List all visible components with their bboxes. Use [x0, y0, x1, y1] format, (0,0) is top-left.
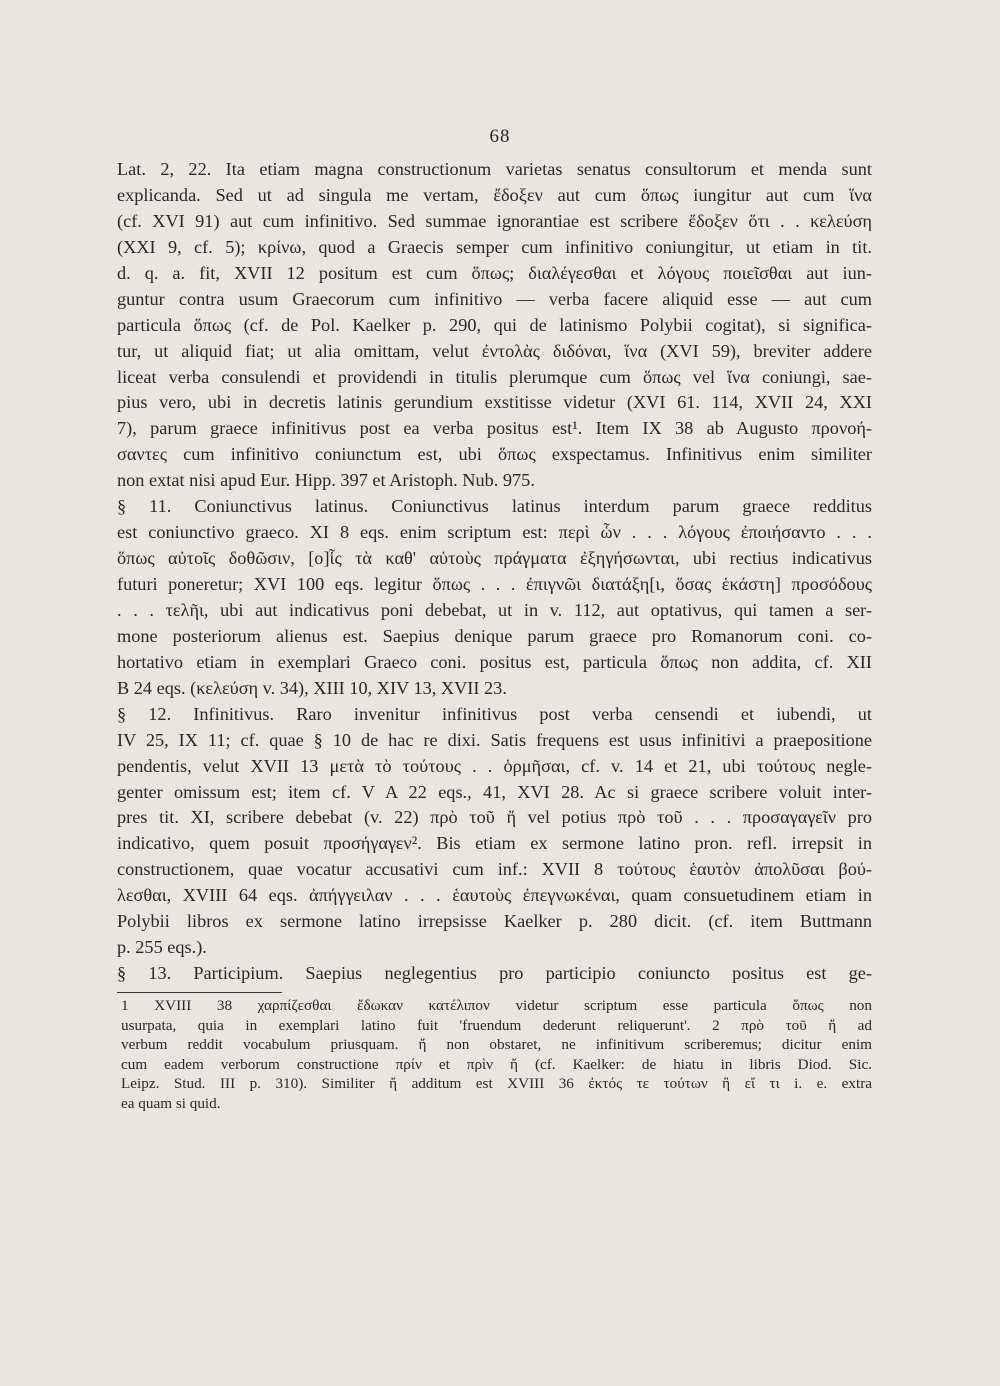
text-line: non extat nisi apud Eur. Hipp. 397 et Aristoph. Nub. 975. — [117, 470, 535, 491]
footnote-line: verbum reddit vocabulum priusquam. ἤ non obstaret, ne infinitivum scriberemus; dicitur enim — [121, 1036, 872, 1054]
text-line: constructionem, quae vocatur accusativi cum inf.: XVII 8 τούτους ἑαυτὸν ἀπολῦσαι βού- — [117, 859, 872, 880]
text-line: Lat. 2, 22. Ita etiam magna constructionum varietas senatus consultorum et menda sunt — [117, 159, 872, 179]
footnote-divider — [117, 992, 282, 993]
text-line: hortativo etiam in exemplari Graeco coni. positus est, particula ὅπως non addita, cf. XII — [117, 651, 872, 672]
text-line: futuri poneretur; XVI 100 eqs. legitur ὅπως . . . ἐπιγνῶι διατάξη[ι, ὅσας ἑκάστη] προσόδους — [117, 574, 872, 594]
section-heading-line: § 13. Participium. Saepius neglegentius pro participio coniuncto positus est ge- — [117, 963, 872, 984]
text-line: σαντες cum infinitivo coniunctum est, ubi ὅπως exspectamus. Infinitivus enim similiter — [117, 444, 872, 465]
text-line: indicativo, quem posuit προσήγαγεν². Bis etiam ex sermone latino pron. refl. irrepsit in — [117, 833, 872, 854]
text-line: . . . τελῆι, ubi aut indicativus poni debebat, ut in v. 112, aut optativus, qui tamen a ser- — [117, 599, 872, 620]
footnote-line: Leipz. Stud. III p. 310). Similiter ἤ additum est XVIII 36 ἐκτός τε τούτων ἢ εἴ τι i. e. extra — [121, 1075, 872, 1093]
text-line: (XXI 9, cf. 5); κρίνω, quod a Graecis semper cum infinitivo coniungitur, ut etiam in tit. — [117, 236, 872, 257]
text-line: pendentis, velut XVII 13 μετὰ τὸ τούτους . . ὁρμῆσαι, cf. v. 14 et 21, ubi τούτους negle- — [117, 755, 872, 776]
footnote-line: 1 XVIII 38 χαρπίζεσθαι ἔδωκαν κατέλιπον videtur scriptum esse particula ὅπως non — [121, 997, 872, 1014]
text-line: (cf. XVI 91) aut cum infinitivo. Sed summae ignorantiae est scribere ἔδοξεν ὅτι . . κελεύση — [117, 210, 872, 231]
text-line: d. q. a. fit, XVII 12 positum est cum ὅπως; διαλέγεσθαι et λόγους ποιεῖσθαι aut iun- — [117, 262, 872, 283]
text-line: ὅπως αὐτοῖς δοθῶσιν, [ο]ἷς τὰ καθ' αὑτοὺς πράγματα ἐξηγήσωνται, ubi rectius indicativus — [117, 548, 872, 569]
page-number: 68 — [489, 126, 511, 147]
text-line: est coniunctivo graeco. XI 8 eqs. enim scriptum est: περὶ ὧν . . . λόγους ἐποιήσαντο . . . — [117, 522, 872, 543]
footnotes — [121, 996, 872, 1114]
footnote-line: usurpata, quia in exemplari latino fuit 'fruendum dederunt reliquerunt'. 2 πρὸ τοῦ ἤ ad — [121, 1016, 872, 1034]
section-heading-line: § 11. Coniunctivus latinus. Coniunctivus latinus interdum parum graece redditus — [117, 496, 872, 517]
text-line: p. 255 eqs.). — [117, 937, 207, 958]
text-line: genter omissum est; item cf. V A 22 eqs., 41, XVI 28. Ac si graece scribere voluit inter- — [117, 781, 872, 802]
text-line: tur, ut aliquid fiat; ut alia omittam, velut ἐντολὰς διδόναι, ἵνα (XVI 59), breviter addere — [117, 340, 872, 361]
text-line: mone posteriorum alienus est. Saepius denique parum graece pro Romanorum coni. co- — [117, 625, 872, 646]
text-line: B 24 eqs. (κελεύση v. 34), XIII 10, XIV 13, XVII 23. — [117, 677, 507, 698]
text-line: pres tit. XI, scribere debebat (v. 22) πρὸ τοῦ ἤ vel potius πρὸ τοῦ . . . προσαγαγεῖν pro — [117, 807, 872, 828]
text-line: Polybii libros ex sermone latino irrepsisse Kaelker p. 280 dicit. (cf. item Buttmann — [117, 911, 872, 932]
text-line: liceat verba consulendi et providendi in titulis plerumque cum ὅπως vel ἵνα coniungi, sae- — [117, 366, 872, 387]
text-line: 7), parum graece infinitivus post ea verba positus est¹. Item IX 38 ab Augusto προνοή- — [117, 418, 872, 439]
text-line: pius vero, ubi in decretis latinis gerundium exstitisse videtur (XVI 61. 114, XVII 24, XXI — [117, 392, 872, 413]
text-line: IV 25, IX 11; cf. quae § 10 de hac re dixi. Satis frequens est usus infinitivi a praepositione — [117, 729, 872, 750]
section-heading-line: § 12. Infinitivus. Raro invenitur infinitivus post verba censendi et iubendi, ut — [117, 703, 872, 724]
main-text — [117, 157, 872, 987]
footnote-line: cum eadem verborum constructione πρίν et πρὶν ἤ (cf. Kaelker: de hiatu in libris Diod. Sic. — [121, 1055, 872, 1073]
footnote-line: ea quam si quid. — [121, 1094, 221, 1112]
text-line: guntur contra usum Graecorum cum infinitivo — verba facere aliquid esse — aut cum — [117, 288, 872, 309]
text-line: particula ὅπως (cf. de Pol. Kaelker p. 290, qui de latinismo Polybii cogitat), si significa- — [117, 314, 872, 335]
text-line: explicanda. Sed ut ad singula me vertam, ἔδοξεν aut cum ὅπως iungitur aut cum ἵνα — [117, 184, 872, 205]
text-line: λεσθαι, XVIII 64 eqs. ἀπήγγειλαν . . . ἑαυτοὺς ἐπεγνωκέναι, quam consuetudinem etiam in — [117, 885, 872, 906]
